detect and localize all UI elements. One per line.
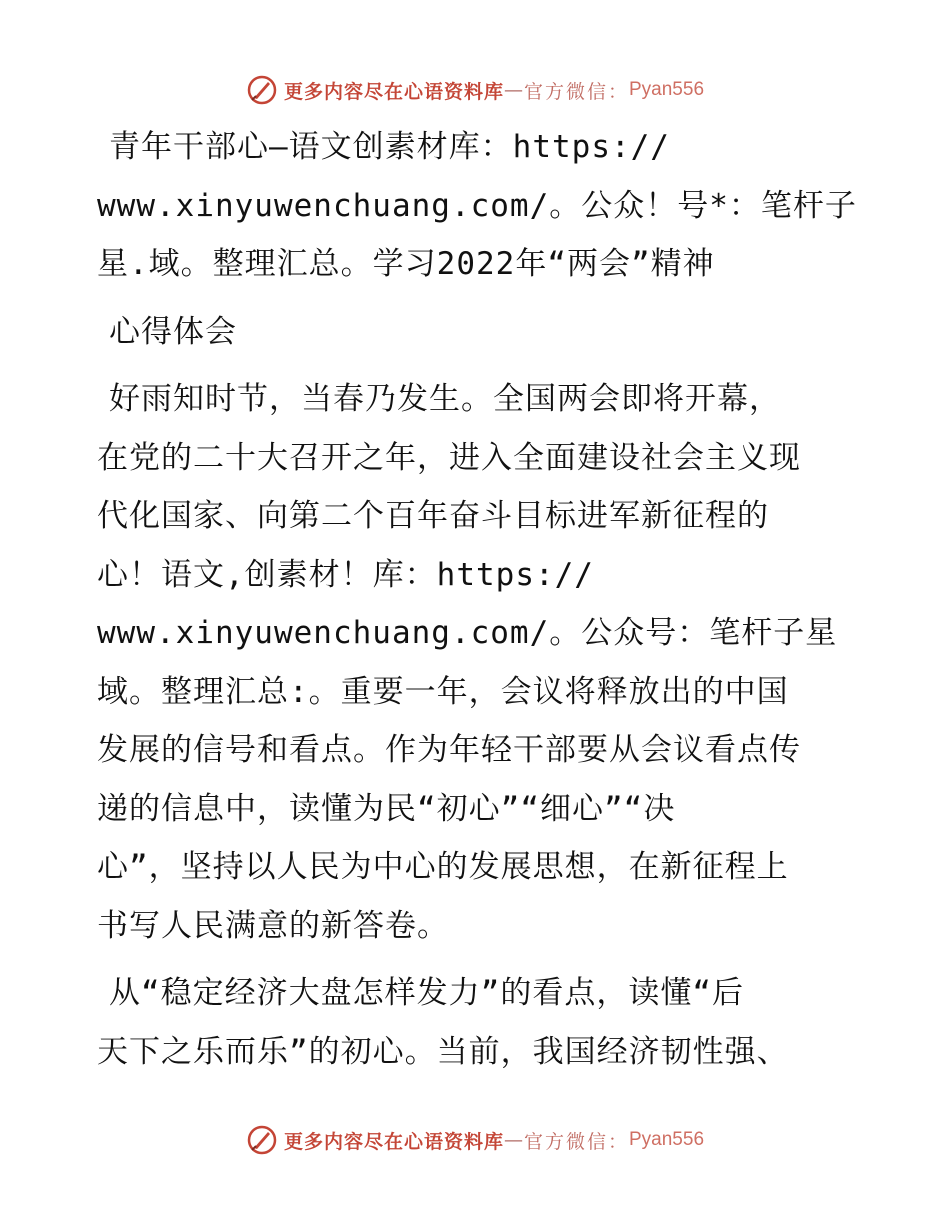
text-line: 心！语文,创素材！库：https:// xyxy=(97,556,594,593)
text-line: 域。整理汇总:。重要一年，会议将释放出的中国 xyxy=(97,673,789,710)
paragraph-body-2 xyxy=(97,964,857,1081)
paragraph-body-1 xyxy=(97,370,857,955)
text-line: www.xinyuwenchuang.com/。公众号：笔杆子星 xyxy=(97,615,838,651)
text-line: 星.域。整理汇总。学习2022年“两会”精神 xyxy=(97,246,715,282)
paragraph-subtitle xyxy=(97,303,857,362)
text-line: 递的信息中，读懂为民“初心”“细心”“决 xyxy=(97,790,676,827)
banner-library-text: 更多内容尽在心语资料库 xyxy=(283,1130,504,1153)
paragraph-title xyxy=(97,118,857,294)
footer-banner xyxy=(0,1120,950,1160)
text-line: 发展的信号和看点。作为年轻干部要从会议看点传 xyxy=(97,732,801,768)
banner-dash: — xyxy=(503,79,524,101)
banner-dash: — xyxy=(503,1129,524,1151)
text-line: 代化国家、向第二个百年奋斗目标进军新征程的 xyxy=(97,498,769,534)
text-line: 书写人民满意的新答卷。 xyxy=(97,907,449,944)
text-line: 在党的二十大召开之年，进入全面建设社会主义现 xyxy=(97,439,801,476)
text-line: 心”，坚持以人民为中心的发展思想，在新征程上 xyxy=(97,849,789,885)
text-line: 从“稳定经济大盘怎样发力”的看点，读懂“后 xyxy=(109,975,744,1011)
banner-wechat-label: 官方微信： xyxy=(523,80,629,103)
banner-wechat-id: Pyan556 xyxy=(629,79,705,100)
text-line: 好雨知时节，当春乃发生。全国两会即将开幕， xyxy=(109,381,781,417)
document-body xyxy=(97,118,857,1090)
banner-wechat-id: Pyan556 xyxy=(629,1129,705,1150)
text-line: 天下之乐而乐”的初心。当前，我国经济韧性强、 xyxy=(97,1033,789,1070)
text-line: www.xinyuwenchuang.com/。公众！号*：笔杆子 xyxy=(97,187,857,224)
feather-pen-logo-icon xyxy=(246,74,278,106)
header-banner xyxy=(0,70,950,110)
text-line: 心得体会 xyxy=(109,313,237,350)
text-line: 青年干部心—语文创素材库：https:// xyxy=(109,129,670,165)
feather-pen-logo-icon xyxy=(246,1124,278,1156)
banner-library-text: 更多内容尽在心语资料库 xyxy=(283,80,504,103)
banner-wechat-label: 官方微信： xyxy=(523,1130,629,1153)
